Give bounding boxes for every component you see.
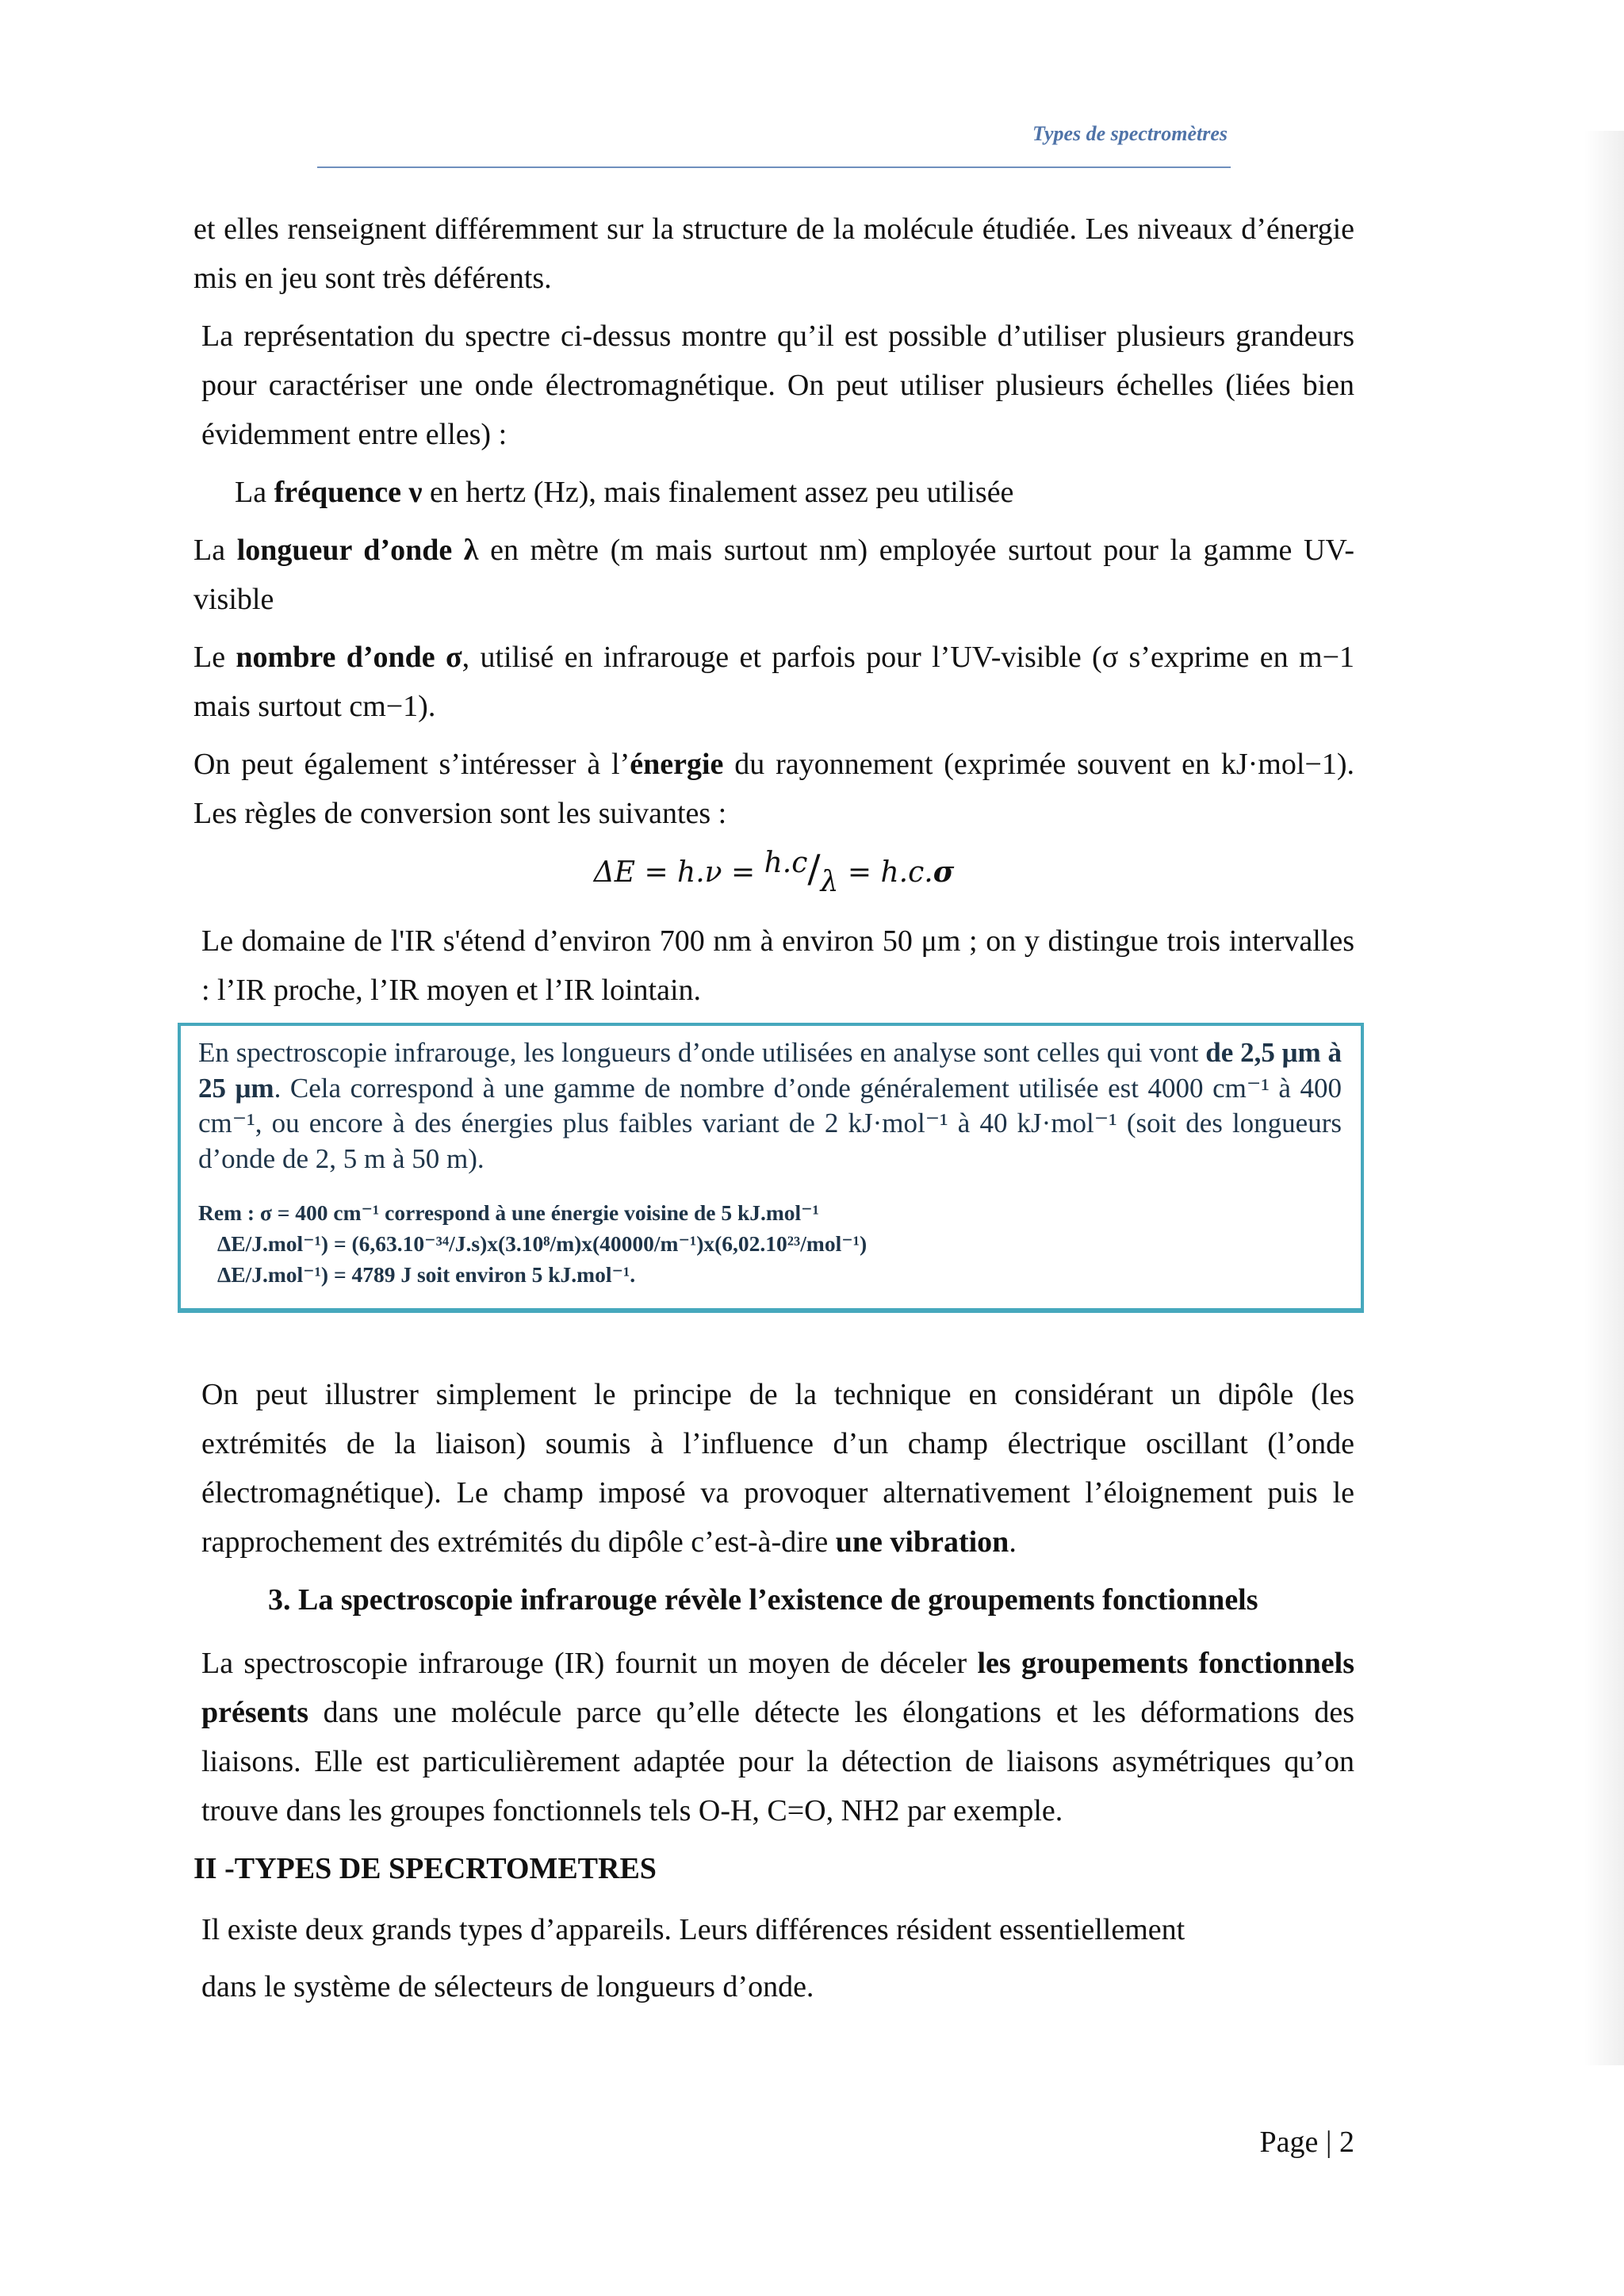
section-heading-2: II -TYPES DE SPECRTOMETRES [193,1852,657,1885]
body-text-top [193,205,1354,1024]
box-paragraph: En spectroscopie infrarouge, les longueurs d’onde utilisées en analyse sont celles qui vont de 2,5 μm à 25 μm. Cela correspond à une gamme de nombre d’onde généralement utilisée est 4000 cm⁻¹ à 400 cm⁻¹, ou encore à des énergies plus faibles variant de 2 kJ·mol⁻¹ à 40 kJ·mol⁻¹ (soit des longueurs d’onde de 2, 5 m à 50 m). [198,1037,1342,1174]
body-text-bottom [193,1370,1354,2015]
paragraph-types-line-1: Il existe deux grands types d’appareils. Leurs différences résident essentiellement [201,1913,1185,1946]
remark-line-2: ΔE/J.mol⁻¹) = (6,63.10⁻³⁴/J.s)x(3.10⁸/m)x(40000/m⁻¹)x(6,02.10²³/mol⁻¹) [217,1231,868,1256]
item-frequency: La fréquence ν en hertz (Hz), mais finalement assez peu utilisée [235,476,1014,509]
remark-line-3: ΔE/J.mol⁻¹) = 4789 J soit environ 5 kJ.mol⁻¹. [217,1262,636,1287]
item-wavenumber: Le nombre d’onde σ, utilisé en infrarouge et parfois pour l’UV-visible (σ s’exprime en m−1 mais surtout cm−1). [193,641,1354,723]
item-energy: On peut également s’intéresser à l’énergie du rayonnement (exprimée souvent en kJ·mol−1). Les règles de conversion sont les suivantes : [193,748,1354,830]
paragraph-dipole: On peut illustrer simplement le principe de la technique en considérant un dipôle (les extrémités de la liaison) soumis à l’influence d’un champ électrique oscillant (l’onde électromagnétique). Le champ imposé va provoquer alternativement l’éloignement puis le rapprochement des extrémités du dipôle c’est-à-dire une vibration. [201,1378,1354,1559]
ir-info-box [178,1023,1364,1313]
box-remark [198,1197,1342,1290]
section-heading-3: 3. La spectroscopie infrarouge révèle l’existence de groupements fonctionnels [268,1583,1258,1617]
energy-conversion-formula: ΔE = h.ν = h.c/λ = h.c.σ [593,847,955,898]
paragraph-representation: La représentation du spectre ci-dessus montre qu’il est possible d’utiliser plusieurs grandeurs pour caractériser une onde électromagnétique. On peut utiliser plusieurs échelles (liées bien évidemment entre elles) : [201,320,1354,451]
page-edge-shadow [1584,131,1624,2065]
paragraph-functional-groups: La spectroscopie infrarouge (IR) fournit un moyen de déceler les groupements fonctionnels présents dans une molécule parce qu’elle détecte les élongations et les déformations des liaisons. Elle est particulièrement adaptée pour la détection de liaisons asymétriques qu’on trouve dans les groupes fonctionnels tels O-H, C=O, NH2 par exemple. [201,1647,1355,1827]
paragraph-intro: et elles renseignent différemment sur la structure de la molécule étudiée. Les niveaux d’énergie mis en jeu sont très déférents. [193,212,1354,295]
running-header: Types de spectromètres [1032,122,1228,145]
paragraph-types-line-2: dans le système de sélecteurs de longueurs d’onde. [201,1970,814,2003]
item-wavelength: La longueur d’onde λ en mètre (m mais surtout nm) employée surtout pour la gamme UV-visible [193,534,1355,616]
page-number: Page | 2 [1259,2126,1354,2159]
paragraph-ir-domain: Le domaine de l'IR s'étend d’environ 700 nm à environ 50 μm ; on y distingue trois intervalles : l’IR proche, l’IR moyen et l’IR lointain. [201,924,1354,1007]
remark-line-1: Rem : σ = 400 cm⁻¹ correspond à une énergie voisine de 5 kJ.mol⁻¹ [198,1200,819,1225]
header-divider [317,166,1231,168]
